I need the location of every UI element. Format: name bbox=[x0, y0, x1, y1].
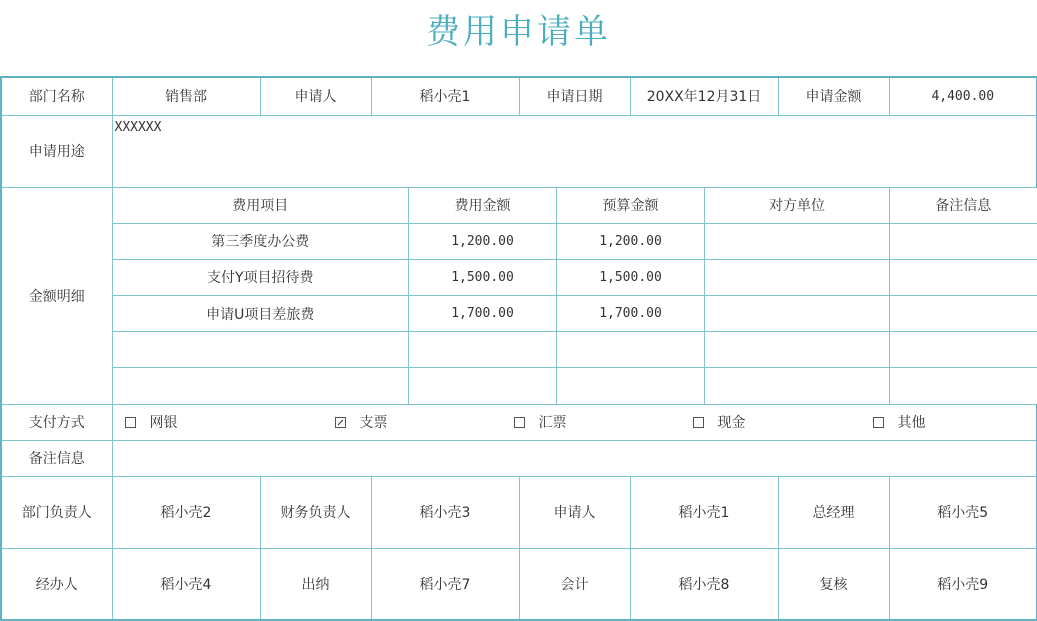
approval-label: 部门负责人 bbox=[1, 476, 112, 548]
dept-label: 部门名称 bbox=[1, 77, 112, 115]
approval-value[interactable]: 稻小壳4 bbox=[112, 548, 260, 620]
details-table bbox=[113, 188, 1037, 404]
checkbox-icon[interactable] bbox=[514, 417, 525, 428]
dept-value[interactable]: 销售部 bbox=[112, 77, 260, 115]
date-label: 申请日期 bbox=[519, 77, 630, 115]
payment-row bbox=[1, 404, 1037, 440]
checkbox-icon[interactable] bbox=[125, 417, 136, 428]
details-row bbox=[1, 187, 1037, 404]
payment-option-draft[interactable] bbox=[514, 412, 567, 432]
payment-option-label: 现金 bbox=[718, 412, 746, 432]
approval-label: 经办人 bbox=[1, 548, 112, 620]
approval-value[interactable]: 稻小壳5 bbox=[889, 476, 1037, 548]
payment-option-cash[interactable] bbox=[693, 412, 746, 432]
cell-amount[interactable]: 1,200.00 bbox=[409, 223, 557, 259]
payment-option-label: 汇票 bbox=[539, 412, 567, 432]
cell-remark[interactable] bbox=[890, 259, 1037, 295]
approval-row-1 bbox=[1, 476, 1037, 548]
cell-remark[interactable] bbox=[890, 368, 1037, 404]
approval-label: 财务负责人 bbox=[260, 476, 371, 548]
purpose-value[interactable]: XXXXXX bbox=[112, 115, 1037, 187]
cell-amount[interactable] bbox=[409, 332, 557, 368]
approval-value[interactable]: 稻小壳2 bbox=[112, 476, 260, 548]
details-row-2 bbox=[113, 259, 1037, 295]
amount-value[interactable]: 4,400.00 bbox=[889, 77, 1037, 115]
approval-label: 复核 bbox=[778, 548, 889, 620]
approval-row-2 bbox=[1, 548, 1037, 620]
form-title: 费用申请单 bbox=[0, 8, 1037, 56]
payment-label: 支付方式 bbox=[1, 404, 112, 440]
cell-item[interactable]: 第三季度办公费 bbox=[113, 223, 409, 259]
checkbox-icon[interactable] bbox=[873, 417, 884, 428]
cell-remark[interactable] bbox=[890, 223, 1037, 259]
cell-amount[interactable]: 1,500.00 bbox=[409, 259, 557, 295]
cell-item[interactable] bbox=[113, 332, 409, 368]
approval-value[interactable]: 稻小壳7 bbox=[371, 548, 519, 620]
cell-item[interactable]: 申请U项目差旅费 bbox=[113, 295, 409, 331]
applicant-label: 申请人 bbox=[260, 77, 371, 115]
cell-budget[interactable]: 1,700.00 bbox=[557, 295, 705, 331]
cell-budget[interactable] bbox=[557, 368, 705, 404]
payment-option-online[interactable] bbox=[125, 412, 178, 432]
col-header-amount: 费用金额 bbox=[409, 188, 557, 224]
remarks-label: 备注信息 bbox=[1, 440, 112, 476]
approval-label: 总经理 bbox=[778, 476, 889, 548]
details-row-3 bbox=[113, 295, 1037, 331]
col-header-counterparty: 对方单位 bbox=[705, 188, 890, 224]
cell-remark[interactable] bbox=[890, 295, 1037, 331]
approval-label: 出纳 bbox=[260, 548, 371, 620]
cell-amount[interactable]: 1,700.00 bbox=[409, 295, 557, 331]
details-row-1 bbox=[113, 223, 1037, 259]
applicant-value[interactable]: 稻小壳1 bbox=[371, 77, 519, 115]
details-label: 金额明细 bbox=[1, 187, 112, 404]
cell-budget[interactable]: 1,500.00 bbox=[557, 259, 705, 295]
payment-option-label: 其他 bbox=[898, 412, 926, 432]
payment-options bbox=[112, 404, 1037, 440]
remarks-value[interactable] bbox=[112, 440, 1037, 476]
expense-form-table bbox=[0, 76, 1037, 621]
col-header-budget: 预算金额 bbox=[557, 188, 705, 224]
approval-label: 会计 bbox=[519, 548, 630, 620]
cell-item[interactable]: 支付Y项目招待费 bbox=[113, 259, 409, 295]
cell-counterparty[interactable] bbox=[705, 223, 890, 259]
purpose-row bbox=[1, 115, 1037, 187]
checkbox-icon[interactable] bbox=[693, 417, 704, 428]
payment-option-check[interactable] bbox=[335, 412, 388, 432]
col-header-remark: 备注信息 bbox=[890, 188, 1037, 224]
col-header-item: 费用项目 bbox=[113, 188, 409, 224]
payment-option-other[interactable] bbox=[873, 412, 926, 432]
cell-remark[interactable] bbox=[890, 332, 1037, 368]
details-row-4 bbox=[113, 332, 1037, 368]
payment-option-label: 支票 bbox=[360, 412, 388, 432]
cell-budget[interactable] bbox=[557, 332, 705, 368]
checkbox-checked-icon[interactable] bbox=[335, 417, 346, 428]
details-cell bbox=[112, 187, 1037, 404]
approval-label: 申请人 bbox=[519, 476, 630, 548]
details-header-row bbox=[113, 188, 1037, 224]
approval-value[interactable]: 稻小壳3 bbox=[371, 476, 519, 548]
amount-label: 申请金额 bbox=[778, 77, 889, 115]
date-value[interactable]: 20XX年12月31日 bbox=[630, 77, 778, 115]
cell-budget[interactable]: 1,200.00 bbox=[557, 223, 705, 259]
cell-counterparty[interactable] bbox=[705, 295, 890, 331]
header-row bbox=[1, 77, 1037, 115]
cell-counterparty[interactable] bbox=[705, 332, 890, 368]
remarks-row bbox=[1, 440, 1037, 476]
details-row-5 bbox=[113, 368, 1037, 404]
payment-option-label: 网银 bbox=[150, 412, 178, 432]
approval-value[interactable]: 稻小壳9 bbox=[889, 548, 1037, 620]
approval-value[interactable]: 稻小壳8 bbox=[630, 548, 778, 620]
cell-amount[interactable] bbox=[409, 368, 557, 404]
cell-counterparty[interactable] bbox=[705, 259, 890, 295]
cell-item[interactable] bbox=[113, 368, 409, 404]
approval-value[interactable]: 稻小壳1 bbox=[630, 476, 778, 548]
purpose-label: 申请用途 bbox=[1, 115, 112, 187]
cell-counterparty[interactable] bbox=[705, 368, 890, 404]
